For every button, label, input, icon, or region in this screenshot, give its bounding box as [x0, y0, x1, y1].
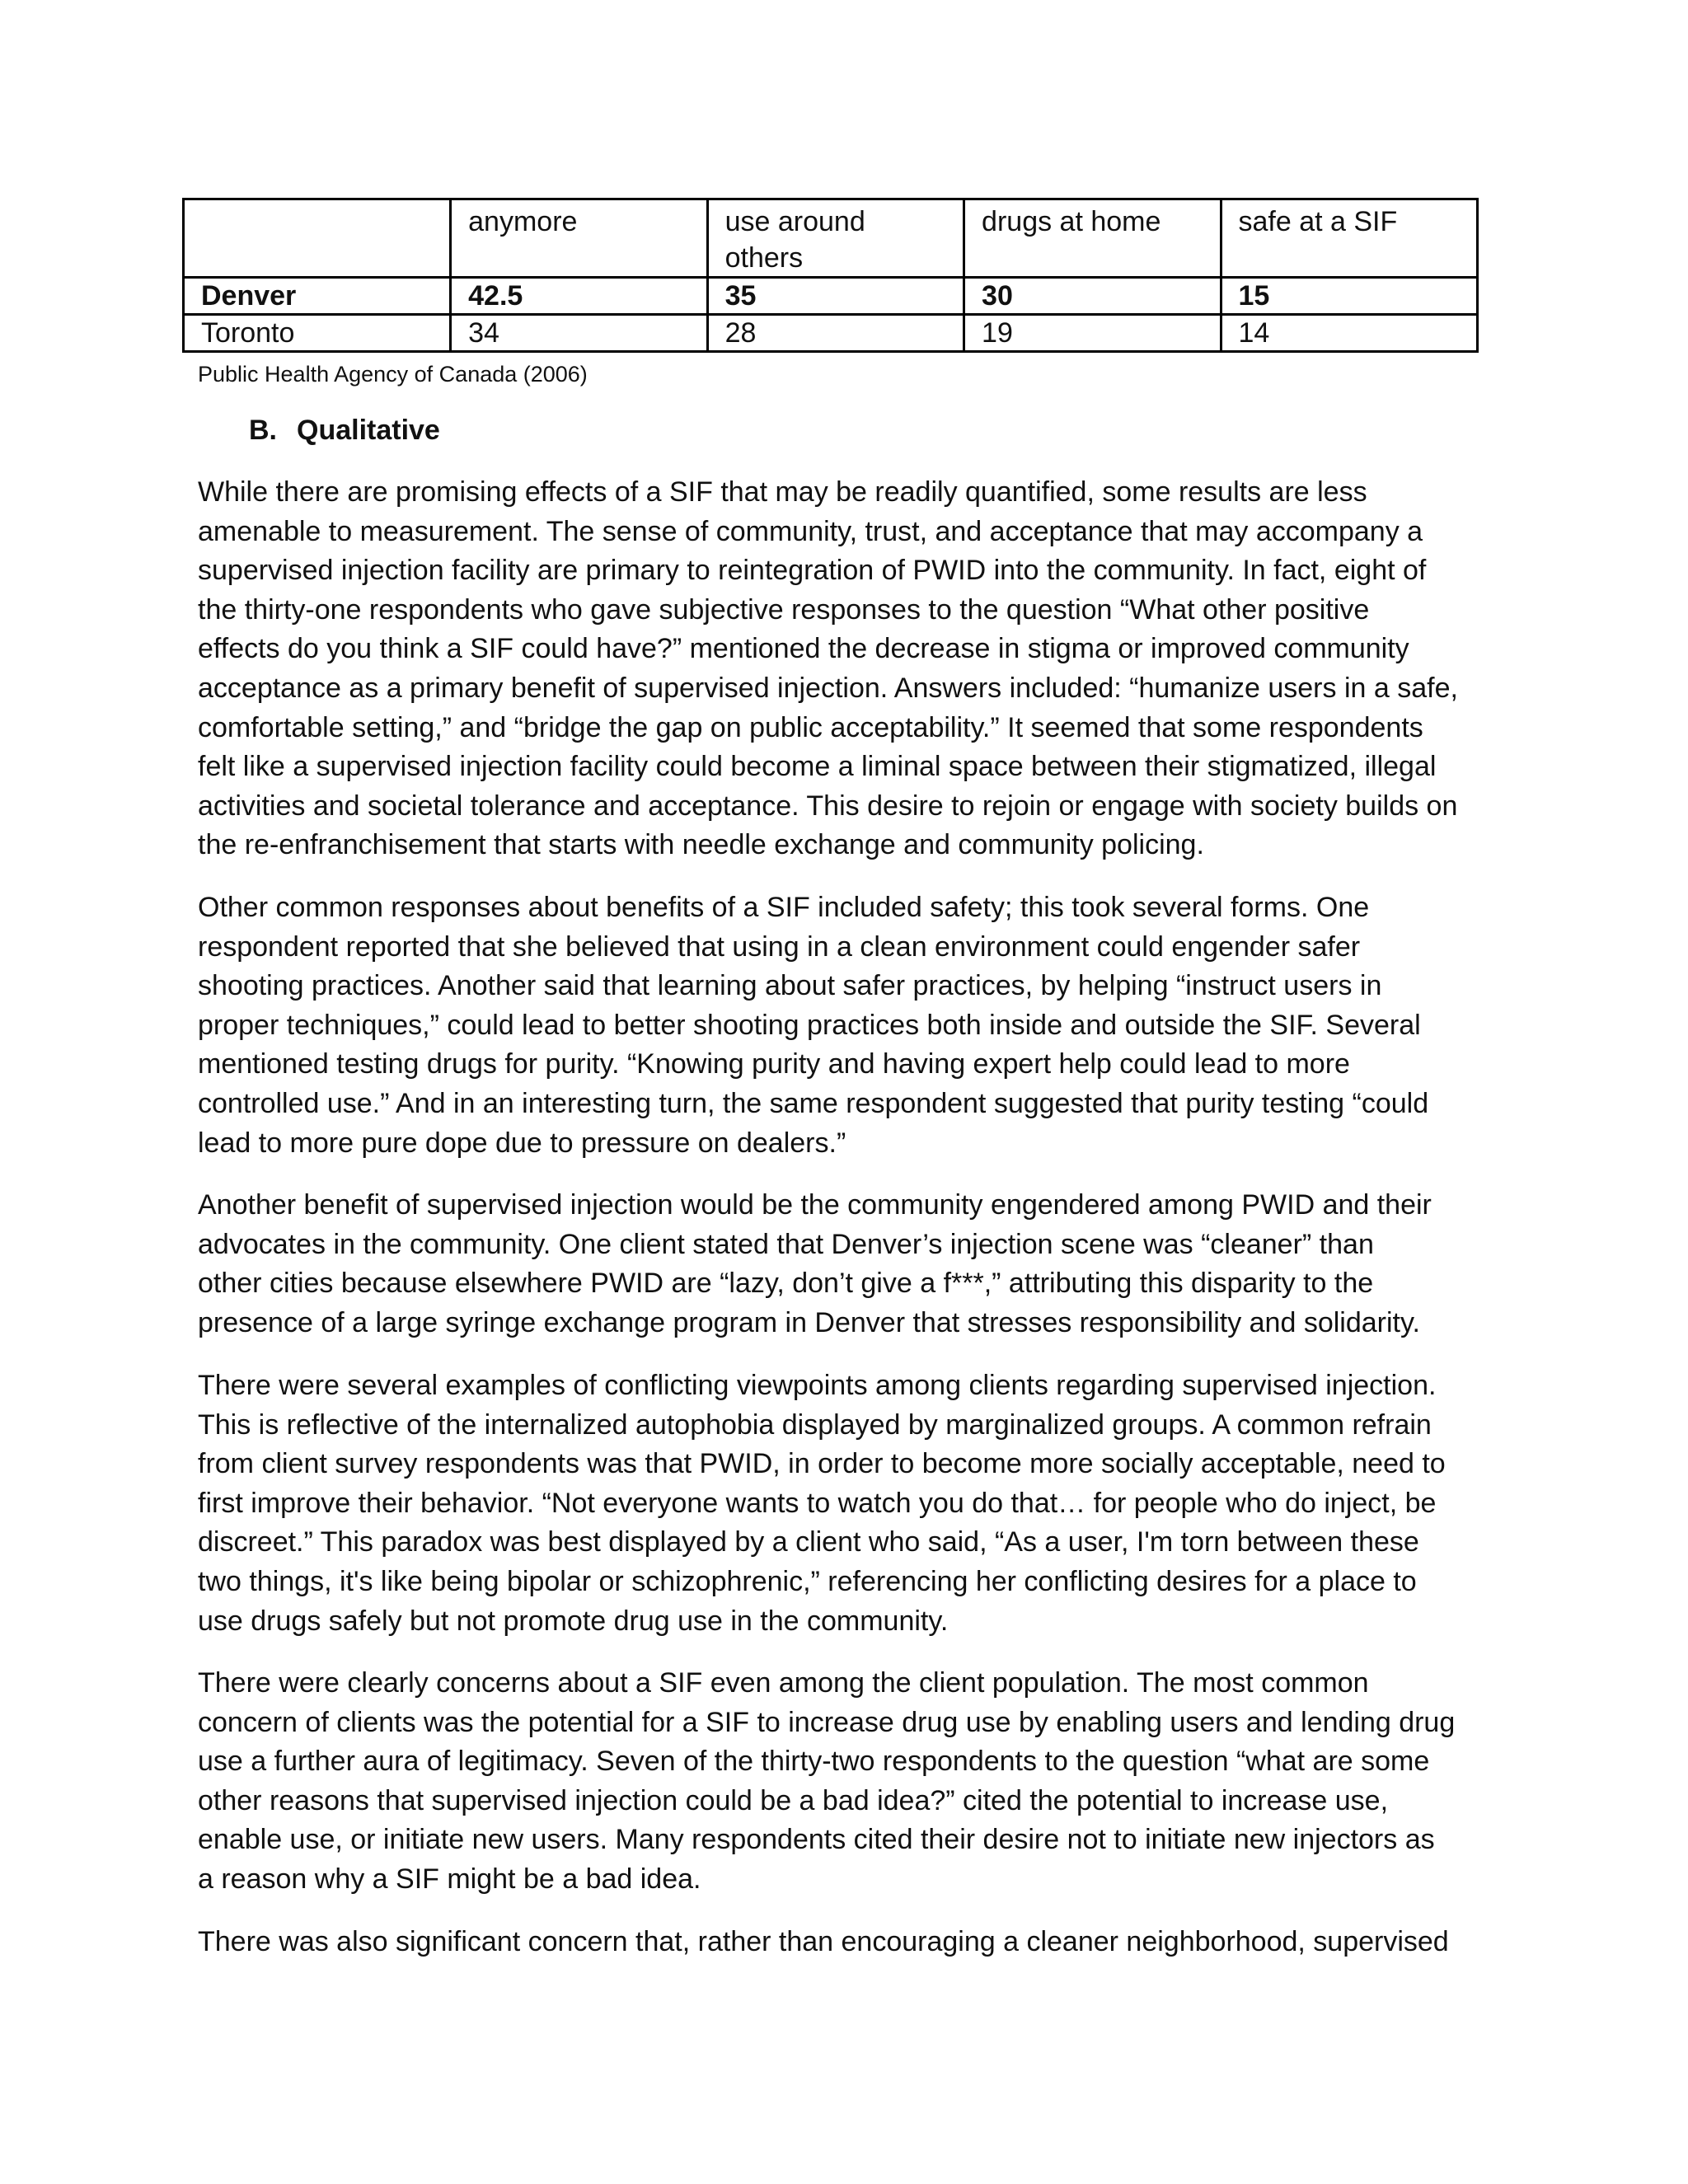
table-header-cell-corner	[184, 199, 451, 278]
paragraph-line: first improve their behavior. “Not everyone wants to watch you do that… for people who do inject, be	[198, 1487, 1437, 1519]
table-cell: 19	[964, 315, 1221, 352]
table-header-cell-anymore: anymore	[451, 199, 707, 278]
section-title: Qualitative	[297, 415, 440, 446]
body-paragraph	[198, 888, 1504, 1163]
paragraph-line: proper techniques,” could lead to better shooting practices both inside and outside the SIF. Several	[198, 1009, 1421, 1041]
paragraph-line: use a further aura of legitimacy. Seven of the thirty-two respondents to the question “what are some	[198, 1746, 1430, 1778]
paragraph-line: There were clearly concerns about a SIF even among the client population. The most common	[198, 1667, 1369, 1699]
table-cell: 34	[451, 315, 707, 352]
paragraph-line: concern of clients was the potential for a SIF to increase drug use by enabling users and lending drug	[198, 1706, 1456, 1738]
table-row-toronto	[184, 315, 1478, 352]
paragraph-line: effects do you think a SIF could have?” mentioned the decrease in stigma or improved community	[198, 633, 1409, 665]
body-paragraph	[198, 1923, 1504, 1962]
body-paragraph	[198, 1366, 1504, 1641]
paragraph-line: enable use, or initiate new users. Many respondents cited their desire not to initiate new injectors as	[198, 1824, 1435, 1856]
table-source-note: Public Health Agency of Canada (2006)	[198, 362, 588, 387]
paragraph-line: acceptance as a primary benefit of supervised injection. Answers included: “humanize users in a safe,	[198, 672, 1458, 704]
paragraph-line: two things, it's like being bipolar or schizophrenic,” referencing her conflicting desires for a place to	[198, 1565, 1417, 1597]
paragraph-line: discreet.” This paradox was best displayed by a client who said, “As a user, I'm torn between these	[198, 1526, 1419, 1558]
paragraph-line: other reasons that supervised injection could be a bad idea?” cited the potential to increase use,	[198, 1784, 1389, 1816]
table-cell: 30	[964, 278, 1221, 315]
table-cell: 42.5	[451, 278, 707, 315]
body-paragraph	[198, 1664, 1504, 1900]
table-row-label: Denver	[184, 278, 451, 315]
table-header-cell-drugs-at-home: drugs at home	[964, 199, 1221, 278]
paragraph-line: mentioned testing drugs for purity. “Knowing purity and having expert help could lead to more	[198, 1048, 1350, 1080]
paragraph-line: There were several examples of conflicting viewpoints among clients regarding supervised injection.	[198, 1370, 1437, 1401]
paragraph-line: respondent reported that she believed that using in a clean environment could engender safer	[198, 930, 1361, 963]
table-cell: 28	[707, 315, 964, 352]
table-row-label: Toronto	[184, 315, 451, 352]
paragraph-line: the thirty-one respondents who gave subjective responses to the question “What other positive	[198, 593, 1370, 626]
body-paragraph	[198, 1186, 1504, 1343]
paragraph-line: presence of a large syringe exchange program in Denver that stresses responsibility and solidarity.	[198, 1306, 1420, 1338]
paragraph-line: While there are promising effects of a SIF that may be readily quantified, some results are less	[198, 476, 1367, 508]
paragraph-line: controlled use.” And in an interesting turn, the same respondent suggested that purity testing “could	[198, 1087, 1429, 1119]
paragraph-line: other cities because elsewhere PWID are “lazy, don’t give a f***,” attributing this disparity to the	[198, 1268, 1374, 1300]
paragraph-line: activities and societal tolerance and acceptance. This desire to rejoin or engage with society builds on	[198, 790, 1458, 822]
table-header-cell-safe-at-sif: safe at a SIF	[1221, 199, 1478, 278]
paragraph-line: There was also significant concern that, rather than encouraging a cleaner neighborhood, supervised	[198, 1926, 1449, 1957]
paragraph-line: lead to more pure dope due to pressure on dealers.”	[198, 1127, 846, 1159]
table-header-cell-use-around-others: use around others	[707, 199, 964, 278]
table-header-row	[184, 199, 1478, 278]
paragraph-line: use drugs safely but not promote drug use in the community.	[198, 1605, 949, 1637]
paragraph-line: the re-enfranchisement that starts with needle exchange and community policing.	[198, 829, 1204, 861]
paragraph-line: shooting practices. Another said that learning about safer practices, by helping “instruct users in	[198, 970, 1382, 1002]
section-marker: B.	[249, 415, 277, 446]
paragraph-line: amenable to measurement. The sense of community, trust, and acceptance that may accompany a	[198, 515, 1423, 547]
paragraph-line: comfortable setting,” and “bridge the gap on public acceptability.” It seemed that some respondents	[198, 711, 1423, 743]
paragraph-line: Other common responses about benefits of a SIF included safety; this took several forms. One	[198, 892, 1370, 923]
table-row-denver	[184, 278, 1478, 315]
paragraph-line: advocates in the community. One client stated that Denver’s injection scene was “cleaner” than	[198, 1228, 1374, 1260]
table-cell: 15	[1221, 278, 1478, 315]
paragraph-line: felt like a supervised injection facility could become a liminal space between their stigmatized, illegal	[198, 751, 1437, 783]
paragraph-line: This is reflective of the internalized autophobia displayed by marginalized groups. A common refrain	[198, 1408, 1432, 1441]
paragraph-line: Another benefit of supervised injection would be the community engendered among PWID and their	[198, 1189, 1432, 1221]
table-cell: 14	[1221, 315, 1478, 352]
table-cell: 35	[707, 278, 964, 315]
section-heading	[249, 412, 440, 448]
body-paragraph	[198, 473, 1504, 865]
paragraph-line: supervised injection facility are primary to reintegration of PWID into the community. In fact, eight of	[198, 555, 1427, 587]
paragraph-line: from client survey respondents was that PWID, in order to become more socially acceptable, need to	[198, 1448, 1446, 1480]
paragraph-line: a reason why a SIF might be a bad idea.	[198, 1863, 701, 1895]
survey-results-table	[182, 198, 1479, 353]
